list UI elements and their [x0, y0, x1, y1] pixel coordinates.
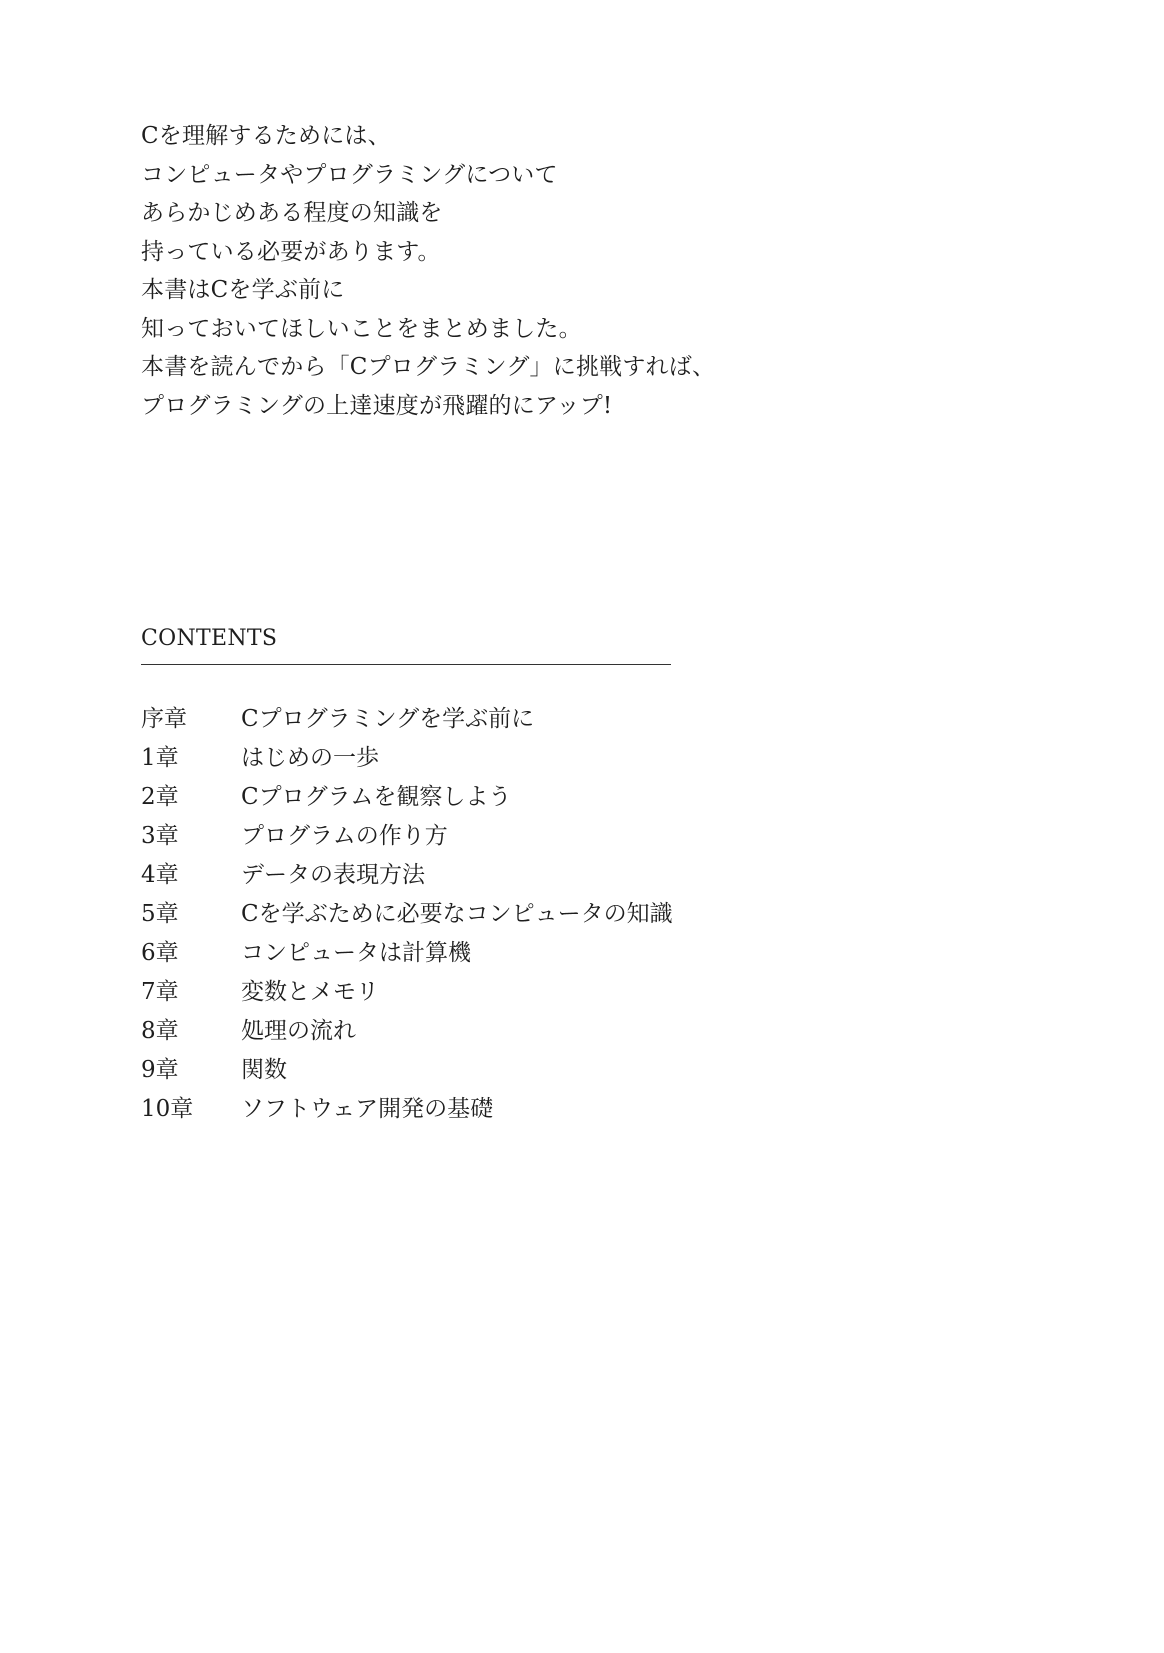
toc-entry-chapter-10 [141, 1090, 741, 1129]
toc-entry-chapter-1 [141, 739, 741, 778]
chapter-number: 8章 [141, 1018, 179, 1044]
chapter-title: ソフトウェア開発の基礎 [241, 1096, 494, 1122]
chapter-number: 9章 [141, 1057, 179, 1083]
toc-entry-chapter-7 [141, 973, 741, 1012]
chapter-title: 変数とメモリ [241, 979, 379, 1005]
toc-entry-chapter-5 [141, 895, 741, 934]
chapter-number: 7章 [141, 979, 179, 1005]
intro-line: Cを理解するためには、 [141, 123, 391, 149]
chapter-title: データの表現方法 [241, 862, 425, 888]
chapter-title: プログラムの作り方 [241, 823, 448, 849]
toc-entry-prologue [141, 700, 741, 739]
intro-line: 本書を読んでから「Cプログラミング」に挑戦すれば、 [141, 354, 716, 380]
chapter-title: 処理の流れ [241, 1018, 356, 1044]
intro-line: 本書はCを学ぶ前に [141, 277, 345, 303]
chapter-number: 1章 [141, 745, 179, 771]
toc-entry-chapter-9 [141, 1051, 741, 1090]
chapter-number: 2章 [141, 784, 179, 810]
chapter-number: 序章 [141, 706, 187, 732]
intro-line: 持っている必要があります。 [141, 238, 441, 265]
intro-line: プログラミングの上達速度が飛躍的にアップ! [141, 392, 613, 419]
chapter-title: コンピュータは計算機 [241, 940, 471, 966]
toc-entry-chapter-4 [141, 856, 741, 895]
intro-line: コンピュータやプログラミングについて [141, 161, 558, 188]
contents-divider [141, 664, 671, 665]
chapter-number: 5章 [141, 901, 179, 927]
chapter-title: Cプログラミングを学ぶ前に [241, 706, 535, 732]
chapter-number: 6章 [141, 940, 179, 966]
toc-entry-chapter-6 [141, 934, 741, 973]
intro-paragraph [141, 117, 761, 425]
chapter-title: Cプログラムを観察しよう [241, 784, 512, 810]
intro-line: あらかじめある程度の知識を [141, 200, 443, 226]
intro-line: 知っておいてほしいことをまとめました。 [141, 315, 582, 342]
toc-entry-chapter-2 [141, 778, 741, 817]
table-of-contents [141, 700, 741, 1129]
chapter-number: 4章 [141, 862, 179, 888]
chapter-title: はじめの一歩 [241, 745, 379, 771]
contents-heading: CONTENTS [141, 626, 278, 651]
chapter-number: 3章 [141, 823, 179, 849]
chapter-title: 関数 [241, 1057, 287, 1083]
chapter-title: Cを学ぶために必要なコンピュータの知識 [241, 901, 673, 927]
toc-entry-chapter-8 [141, 1012, 741, 1051]
toc-entry-chapter-3 [141, 817, 741, 856]
chapter-number: 10章 [141, 1096, 194, 1122]
